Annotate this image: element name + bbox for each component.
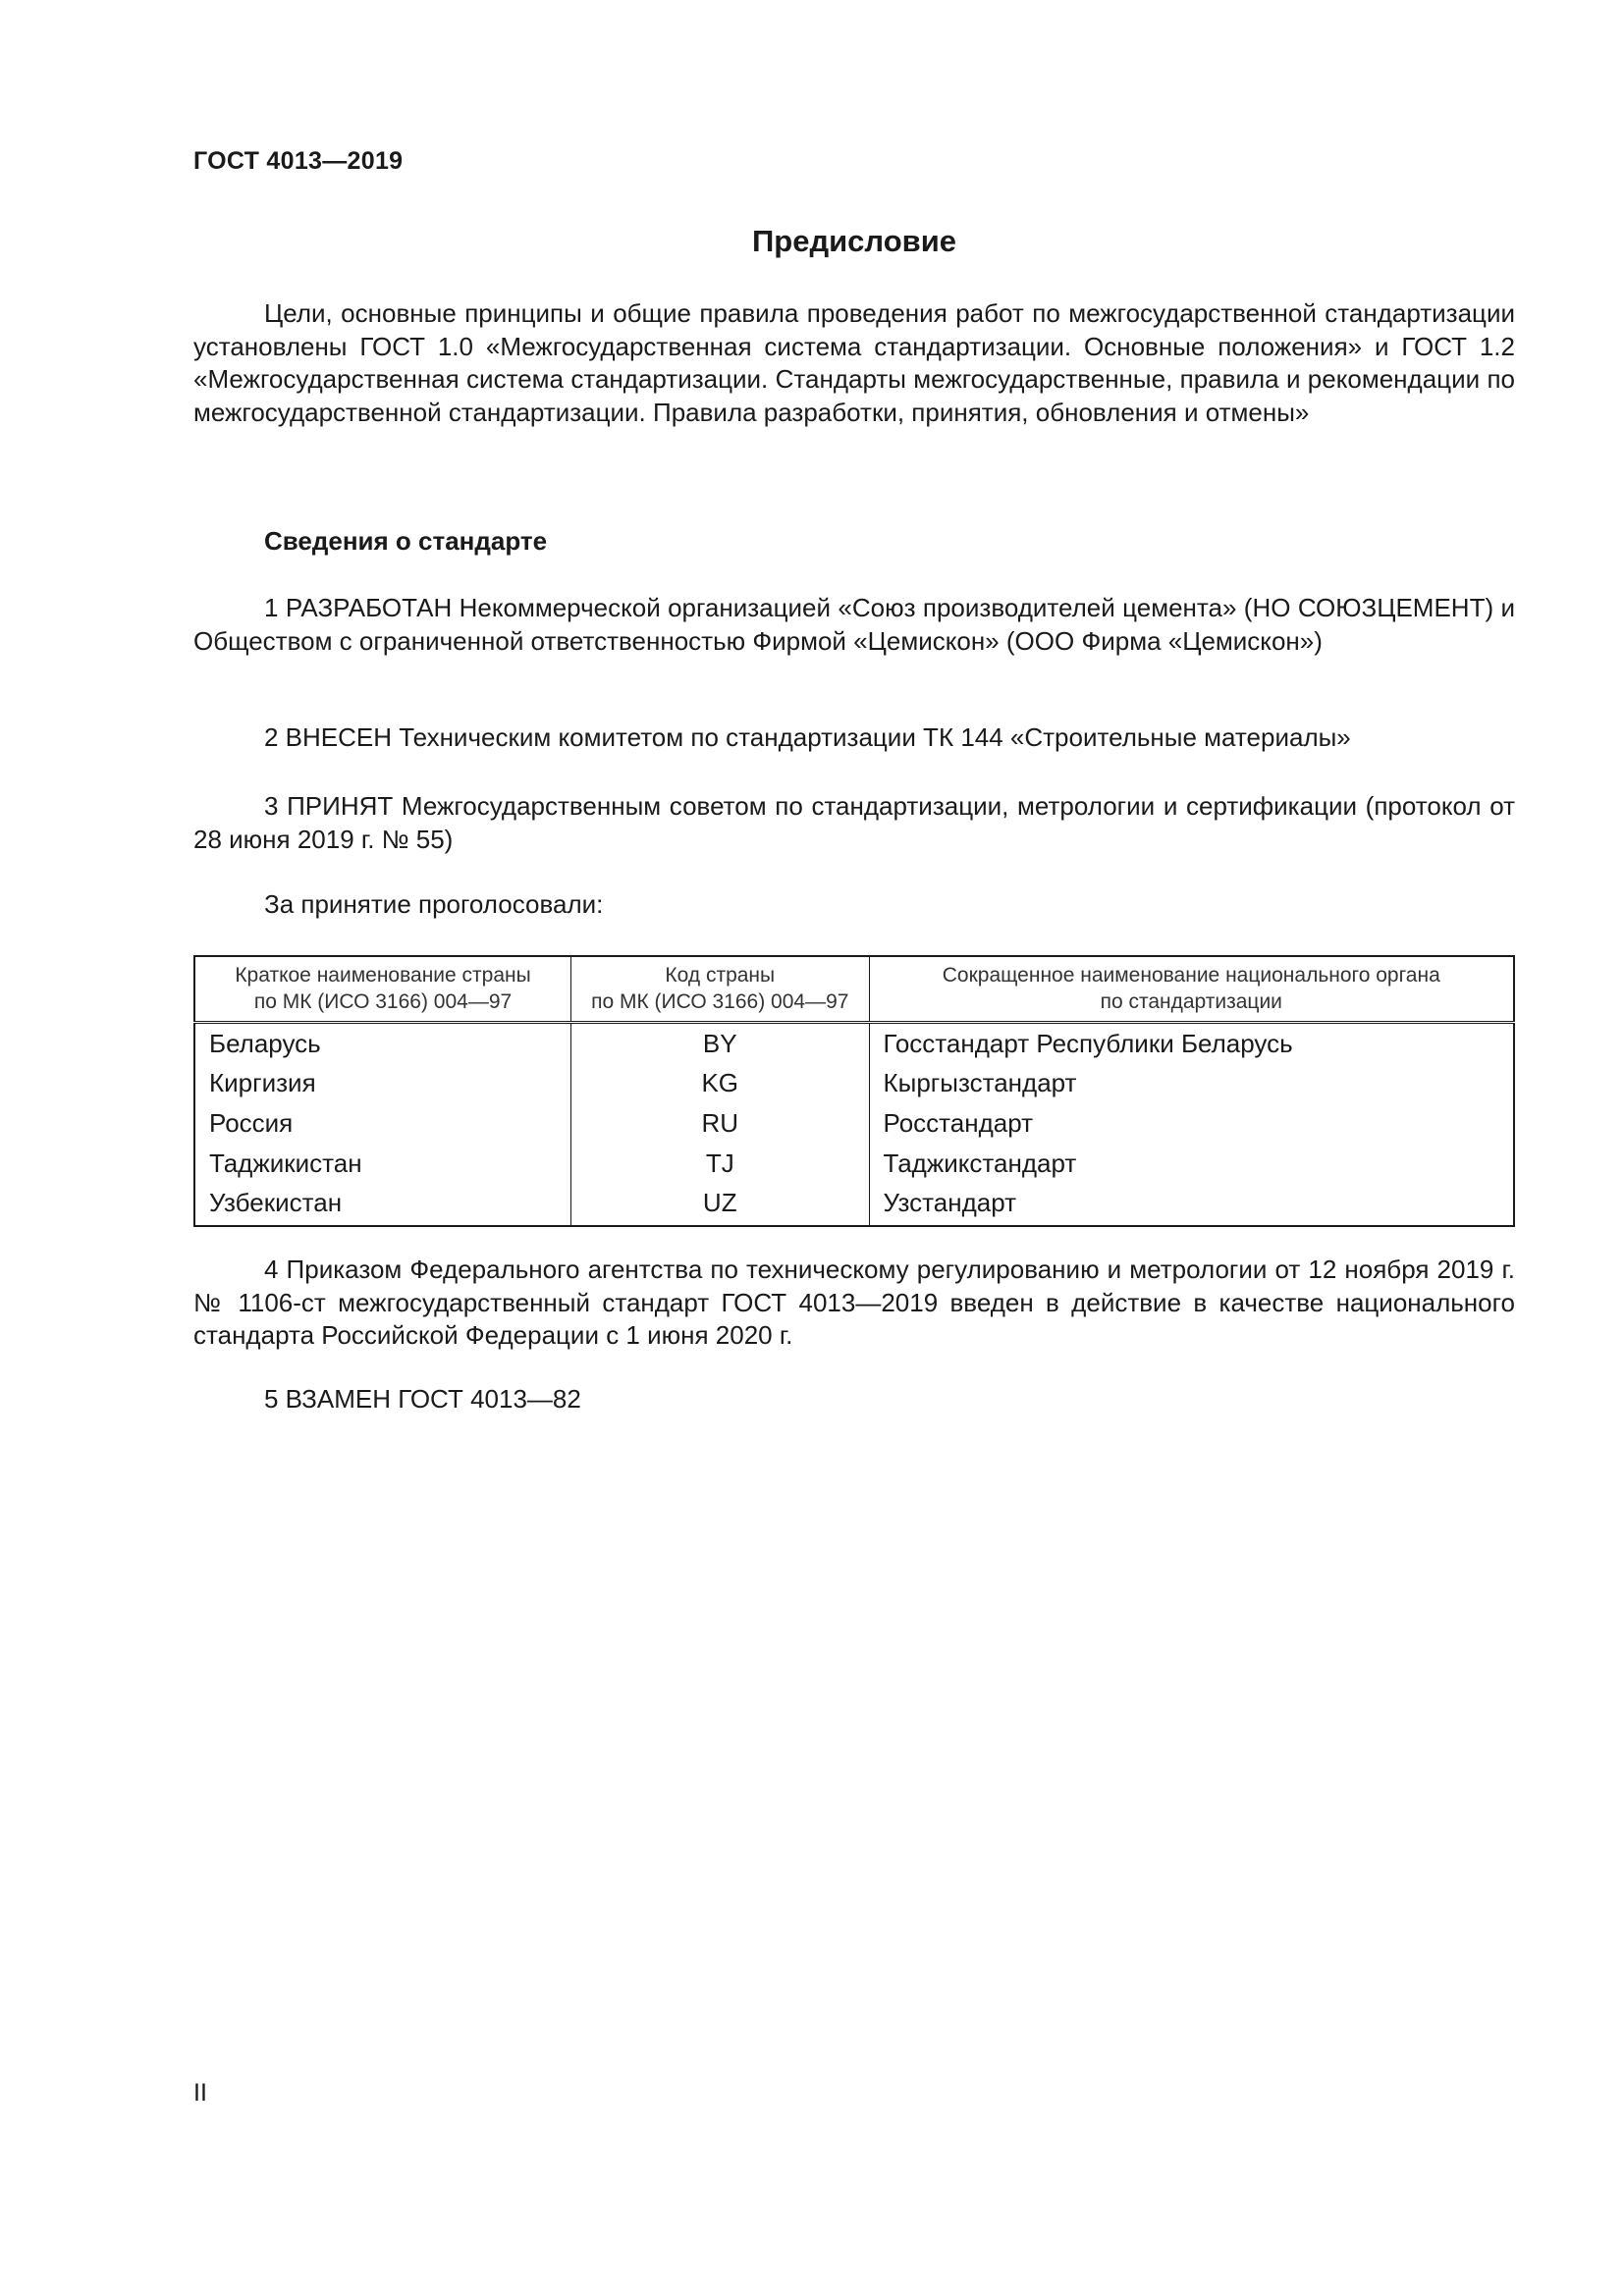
header-code — [571, 956, 869, 1023]
header-code-line1: Код страны — [665, 964, 776, 987]
cell-body: Узстандарт — [883, 1188, 1017, 1218]
header-code-line2: по МК (ИСО 3166) 004—97 — [591, 990, 849, 1013]
item-introduced: 2 ВНЕСЕН Техническим комитетом по стандартизации ТК 144 «Строительные материалы» — [264, 722, 1351, 752]
cell-code: UZ — [571, 1183, 869, 1226]
table-header-row — [194, 956, 1514, 1023]
voting-table — [193, 955, 1515, 1227]
item-adopted: 3 ПРИНЯТ Межгосударственным советом по стандартизации, метрологии и сертификации (протокол от 28 июня 2019 г. № 55) — [193, 791, 1515, 854]
table-row — [194, 1144, 1514, 1184]
header-country-line2: по МК (ИСО 3166) 004—97 — [253, 990, 513, 1013]
document-page — [193, 0, 1515, 2296]
cell-code: BY — [571, 1023, 869, 1064]
cell-body: Кыргызстандарт — [883, 1068, 1077, 1098]
document-identifier: ГОСТ 4013—2019 — [193, 147, 404, 175]
cell-code: RU — [571, 1103, 869, 1144]
table-row — [194, 1023, 1514, 1064]
item-developed: 1 РАЗРАБОТАН Некоммерческой организацией «Союз производителей цемента» (НО СОЮЗЦЕМЕНТ) и Обществом с ограниченной ответственностью Фирмой «Цемискон» (ООО Фирма «Цемискон») — [193, 593, 1515, 656]
cell-country: Беларусь — [194, 1023, 571, 1064]
page-number: II — [193, 2079, 207, 2107]
header-body — [869, 956, 1514, 1023]
page-title: Предисловие — [751, 224, 956, 258]
vote-intro: За принятие проголосовали: — [264, 889, 604, 919]
cell-country: Киргизия — [194, 1064, 571, 1104]
cell-body: Госстандарт Республики Беларусь — [883, 1028, 1293, 1058]
table-row — [194, 1103, 1514, 1144]
cell-country: Узбекистан — [194, 1183, 571, 1226]
item-enacted: 4 Приказом Федерального агентства по техническому регулированию и метрологии от 12 ноября 2019 г. № 1106-ст межгосударственный стандарт ГОСТ 4013—2019 введен в действие в качестве национального стандарта Российской Федерации с 1 июня 2020 г. — [193, 1255, 1515, 1350]
cell-code: TJ — [571, 1144, 869, 1184]
cell-body: Таджикстандарт — [883, 1148, 1077, 1178]
cell-country: Россия — [194, 1103, 571, 1144]
cell-body: Росстандарт — [883, 1107, 1034, 1138]
header-country-line1: Краткое наименование страны — [235, 964, 531, 987]
header-body-line1: Сокращенное наименование национального органа — [942, 964, 1440, 987]
section-title: Сведения о стандарте — [264, 526, 548, 556]
cell-code: KG — [571, 1064, 869, 1104]
voting-table-container — [193, 955, 1515, 1227]
header-body-line2: по стандартизации — [1100, 990, 1282, 1013]
cell-country: Таджикистан — [194, 1144, 571, 1184]
item-replaces: 5 ВЗАМЕН ГОСТ 4013—82 — [264, 1384, 581, 1414]
table-row — [194, 1183, 1514, 1226]
intro-paragraph: Цели, основные принципы и общие правила проведения работ по межгосударственной стандартизации установлены ГОСТ 1.0 «Межгосударственная система стандартизации. Основные положения» и ГОСТ 1.2 «Межгосударственная система стандартизации. Стандарты межгосударственные, правила и рекомендации по межгосударственной стандартизации. Правила разработки, принятия, обновления и отмены» — [193, 298, 1515, 427]
header-country — [194, 956, 571, 1023]
table-row — [194, 1064, 1514, 1104]
